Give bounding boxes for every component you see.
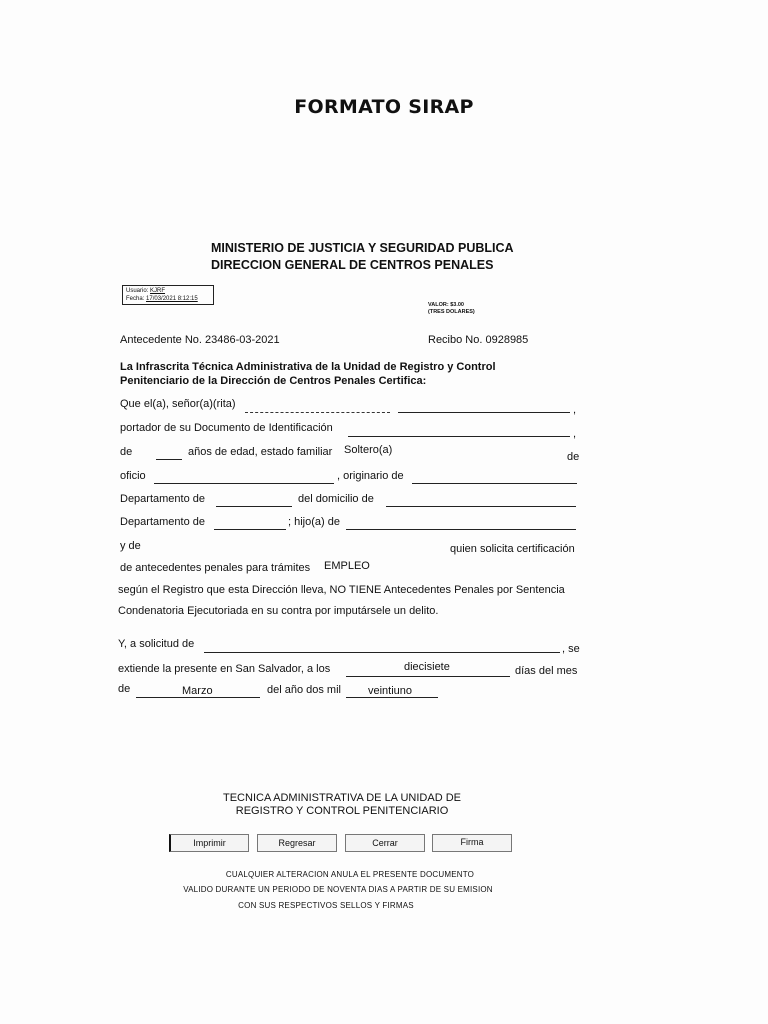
stamp-date-label: Fecha: — [126, 296, 145, 302]
firma-button[interactable]: Firma — [432, 834, 512, 852]
departamento-line — [216, 506, 292, 507]
departamento-line-2 — [214, 529, 286, 530]
portador-label: portador de su Documento de Identificación — [120, 422, 333, 434]
footer-line-3: CON SUS RESPECTIVOS SELLOS Y FIRMAS — [238, 901, 414, 910]
se-label: , se — [562, 643, 580, 655]
tramites-value: EMPLEO — [324, 560, 370, 572]
footer-line-1: CUALQUIER ALTERACION ANULA EL PRESENTE DOCUMENTO — [225, 870, 475, 879]
recibo-number: Recibo No. 0928985 — [428, 334, 529, 346]
signature-line-1: TECNICA ADMINISTRATIVA DE LA UNIDAD DE — [223, 792, 461, 804]
oficio-line — [154, 483, 334, 484]
statement-line-2: Condenatoria Ejecutoriada en su contra por imputársele un delito. — [118, 605, 439, 617]
antecedente-number: Antecedente No. 23486-03-2021 — [120, 334, 280, 346]
hijo-label: ; hijo(a) de — [288, 516, 340, 528]
de-mes-label: de — [118, 683, 131, 695]
valor-line-1: VALOR: $3.00 — [428, 302, 464, 308]
originario-label: , originario de — [337, 470, 404, 482]
user-stamp — [122, 285, 214, 305]
stamp-date-value: 17/03/2021 8:12:15 — [146, 296, 198, 302]
intro-line-2: Penitenciario de la Dirección de Centros Penales Certifica: — [120, 375, 427, 387]
comma-mark-2: , — [573, 428, 577, 440]
estado-value: Soltero(a) — [344, 444, 393, 456]
stamp-user-value: KJRF — [150, 288, 166, 294]
oficio-label: oficio — [120, 470, 146, 482]
anos-label: años de edad, estado familiar — [188, 446, 333, 458]
que-label: Que el(a), señor(a)(rita) — [120, 398, 236, 410]
statement-line-1: según el Registro que esta Dirección lleva, NO TIENE Antecedentes Penales por Sentencia — [118, 584, 565, 596]
mes-value: Marzo — [182, 685, 213, 697]
anio-label: del año dos mil — [267, 684, 341, 696]
hijo-line — [346, 529, 576, 530]
id-line — [348, 436, 570, 437]
signature-line-2: REGISTRO Y CONTROL PENITENCIARIO — [235, 805, 449, 817]
yde-label: y de — [120, 540, 141, 552]
extiende-label: extiende la presente en San Salvador, a los — [118, 663, 331, 675]
valor-line-2: (TRES DOLARES) — [428, 309, 475, 315]
departamento-label-2: Departamento de — [120, 516, 205, 528]
anio-line — [346, 697, 438, 698]
ministry-line-1: MINISTERIO DE JUSTICIA Y SEGURIDAD PUBLICA — [211, 241, 514, 255]
solicitud-label: Y, a solicitud de — [118, 638, 195, 650]
footer-line-2: VALIDO DURANTE UN PERIODO DE NOVENTA DIAS A PARTIR DE SU EMISION — [183, 885, 493, 894]
signature-block — [214, 792, 470, 818]
valor-note — [428, 302, 475, 316]
page-title: FORMATO SIRAP — [294, 96, 474, 118]
dia-line — [346, 676, 510, 677]
solicitud-line — [204, 652, 560, 653]
name-line-dashed — [245, 412, 390, 413]
regresar-button[interactable]: Regresar — [257, 834, 337, 852]
intro-text — [120, 360, 496, 388]
age-line — [156, 459, 182, 460]
cerrar-button[interactable]: Cerrar — [345, 834, 425, 852]
tramites-label: de antecedentes penales para trámites — [120, 562, 311, 574]
imprimir-button[interactable]: Imprimir — [169, 834, 249, 852]
mes-line — [136, 697, 260, 698]
de-label: de — [120, 446, 133, 458]
de-right-label: de — [567, 451, 580, 463]
name-line — [398, 412, 570, 413]
domicilio-line — [386, 506, 576, 507]
domicilio-label: del domicilio de — [298, 493, 374, 505]
ministry-header — [211, 240, 514, 274]
comma-mark: , — [573, 404, 577, 416]
intro-line-1: La Infrascrita Técnica Administrativa de la Unidad de Registro y Control — [120, 361, 496, 373]
originario-line — [412, 483, 577, 484]
anio-value: veintiuno — [368, 685, 413, 697]
quien-label: quien solicita certificación — [450, 543, 575, 555]
stamp-user-label: Usuario: — [126, 288, 149, 294]
departamento-label: Departamento de — [120, 493, 205, 505]
dia-value: diecisiete — [404, 661, 450, 673]
ministry-line-2: DIRECCION GENERAL DE CENTROS PENALES — [211, 258, 494, 272]
dias-label: días del mes — [515, 665, 578, 677]
